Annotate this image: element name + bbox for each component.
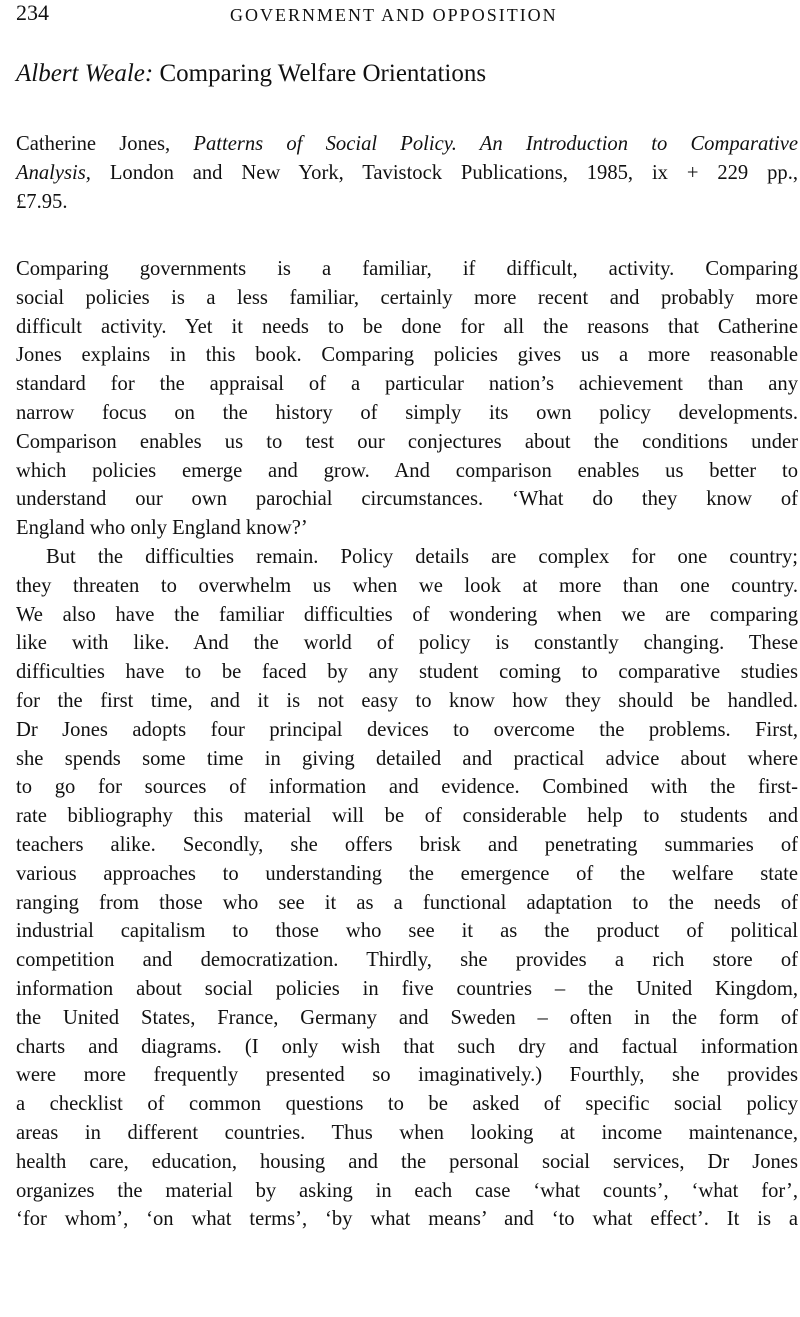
text-line: difficult activity. Yet it needs to be done for all the reasons that Catherine	[16, 315, 798, 338]
paragraph-2	[16, 543, 798, 1234]
text-line: she spends some time in giving detailed and practical advice about where	[16, 747, 798, 770]
text-line: understand our own parochial circumstances. ‘What do they know of	[16, 488, 798, 511]
text-line: Jones explains in this book. Comparing policies gives us a more reasonable	[16, 344, 798, 367]
text-line: the United States, France, Germany and Sweden – often in the form of	[16, 1006, 798, 1029]
text-line: for the first time, and it is not easy to know how they should be handled.	[16, 689, 798, 712]
text-line: areas in different countries. Thus when looking at income maintenance,	[16, 1121, 798, 1144]
text-line: they threaten to overwhelm us when we look at more than one country.	[16, 574, 798, 597]
page-number: 234	[16, 0, 49, 25]
text-line: Comparison enables us to test our conjectures about the conditions under	[16, 430, 798, 453]
text-line: But the difficulties remain. Policy details are complex for one country;	[46, 545, 798, 568]
book-citation	[16, 130, 798, 217]
text-line: difficulties have to be faced by any student coming to comparative studies	[16, 661, 798, 684]
publication-details: London and New York, Tavistock Publications, 1985, ix + 229 pp.,	[109, 162, 798, 184]
book-title-continued: Analysis,	[16, 162, 91, 184]
review-body	[16, 255, 798, 1234]
review-author: Albert Weale:	[16, 60, 154, 87]
text-line: to go for sources of information and evidence. Combined with the first-	[16, 776, 798, 799]
text-line: charts and diagrams. (I only wish that such dry and factual information	[16, 1035, 798, 1058]
text-line: organizes the material by asking in each case ‘what counts’, ‘what for’,	[16, 1179, 798, 1202]
text-line: various approaches to understanding the emergence of the welfare state	[16, 862, 798, 885]
text-line: Dr Jones adopts four principal devices to overcome the problems. First,	[16, 718, 798, 741]
text-line: a checklist of common questions to be asked of specific social policy	[16, 1093, 798, 1116]
text-line: We also have the familiar difficulties of wondering when we are comparing	[16, 603, 798, 626]
running-head	[16, 0, 798, 26]
book-author: Catherine Jones,	[16, 133, 171, 155]
text-line: teachers alike. Secondly, she offers brisk and penetrating summaries of	[16, 833, 798, 856]
text-line: ‘for whom’, ‘on what terms’, ‘by what means’ and ‘to what effect’. It is a	[16, 1208, 798, 1231]
text-line: information about social policies in five countries – the United Kingdom,	[16, 977, 798, 1000]
document-page	[16, 0, 798, 1234]
text-line: Comparing governments is a familiar, if difficult, activity. Comparing	[16, 258, 798, 280]
text-line: narrow focus on the history of simply its own policy developments.	[16, 401, 798, 424]
text-line: which policies emerge and grow. And comparison enables us better to	[16, 459, 798, 482]
text-line: social policies is a less familiar, certainly more recent and probably more	[16, 286, 798, 309]
journal-title: GOVERNMENT AND OPPOSITION	[230, 5, 558, 25]
text-line: health care, education, housing and the personal social services, Dr Jones	[16, 1150, 798, 1173]
paragraph-1	[16, 255, 798, 543]
text-line: were more frequently presented so imaginatively.) Fourthly, she provides	[16, 1064, 798, 1087]
book-price: £7.95.	[16, 191, 68, 213]
text-line: rate bibliography this material will be of considerable help to students and	[16, 805, 798, 828]
review-title: Comparing Welfare Orientations	[159, 60, 487, 87]
text-line: ranging from those who see it as a functional adaptation to the needs of	[16, 891, 798, 914]
book-title: Patterns of Social Policy. An Introduction to Comparative	[193, 133, 798, 155]
text-line: standard for the appraisal of a particular nation’s achievement than any	[16, 373, 798, 396]
text-line: competition and democratization. Thirdly, she provides a rich store of	[16, 949, 798, 972]
text-line: England who only England know?’	[16, 517, 308, 540]
text-line: industrial capitalism to those who see it as the product of political	[16, 920, 798, 943]
review-heading	[16, 58, 798, 90]
text-line: like with like. And the world of policy is constantly changing. These	[16, 632, 798, 655]
